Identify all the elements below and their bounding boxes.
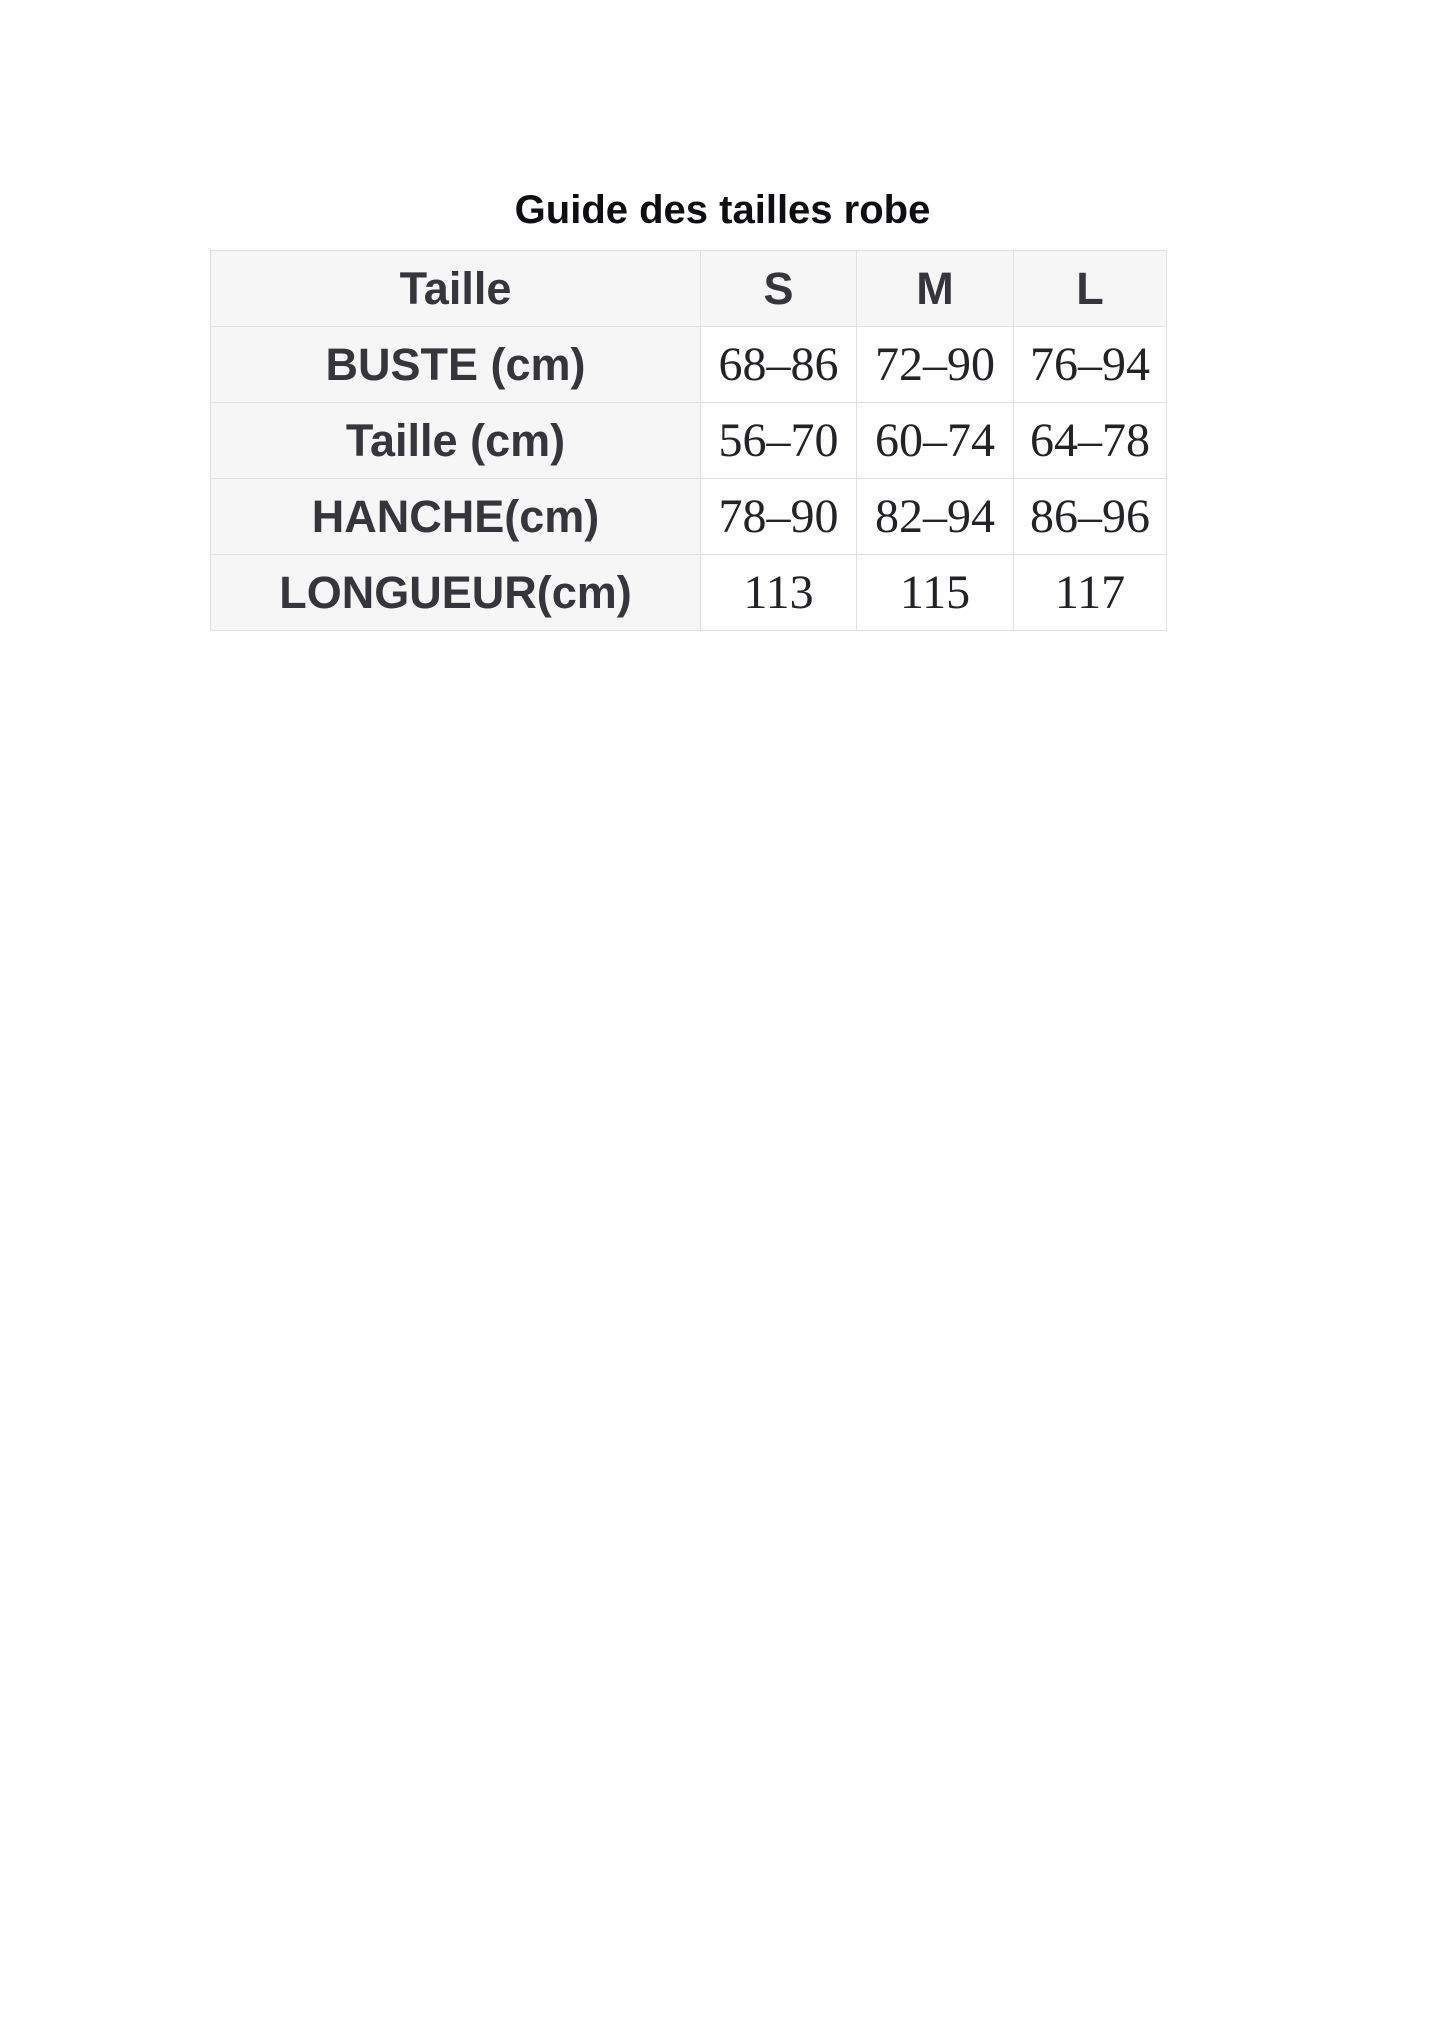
size-guide-title: Guide des tailles robe <box>514 188 931 232</box>
cell-buste-s: 68–86 <box>701 327 857 403</box>
table-header-row <box>211 251 1167 327</box>
cell-taille-l: 64–78 <box>1014 403 1167 479</box>
cell-longueur-m: 115 <box>857 555 1014 631</box>
row-label-taille: Taille (cm) <box>211 403 701 479</box>
cell-longueur-l: 117 <box>1014 555 1167 631</box>
column-header-taille: Taille <box>211 251 701 327</box>
cell-taille-s: 56–70 <box>701 403 857 479</box>
cell-hanche-l: 86–96 <box>1014 479 1167 555</box>
table-row-longueur <box>211 555 1167 631</box>
table-row-taille <box>211 403 1167 479</box>
row-label-buste: BUSTE (cm) <box>211 327 701 403</box>
table-row-hanche <box>211 479 1167 555</box>
cell-taille-m: 60–74 <box>857 403 1014 479</box>
table-row-buste <box>211 327 1167 403</box>
column-header-size-l: L <box>1014 251 1167 327</box>
size-guide-table <box>210 250 1167 631</box>
cell-buste-l: 76–94 <box>1014 327 1167 403</box>
cell-hanche-m: 82–94 <box>857 479 1014 555</box>
row-label-hanche: HANCHE(cm) <box>211 479 701 555</box>
cell-longueur-s: 113 <box>701 555 857 631</box>
column-header-size-m: M <box>857 251 1014 327</box>
column-header-size-s: S <box>701 251 857 327</box>
cell-hanche-s: 78–90 <box>701 479 857 555</box>
cell-buste-m: 72–90 <box>857 327 1014 403</box>
row-label-longueur: LONGUEUR(cm) <box>211 555 701 631</box>
